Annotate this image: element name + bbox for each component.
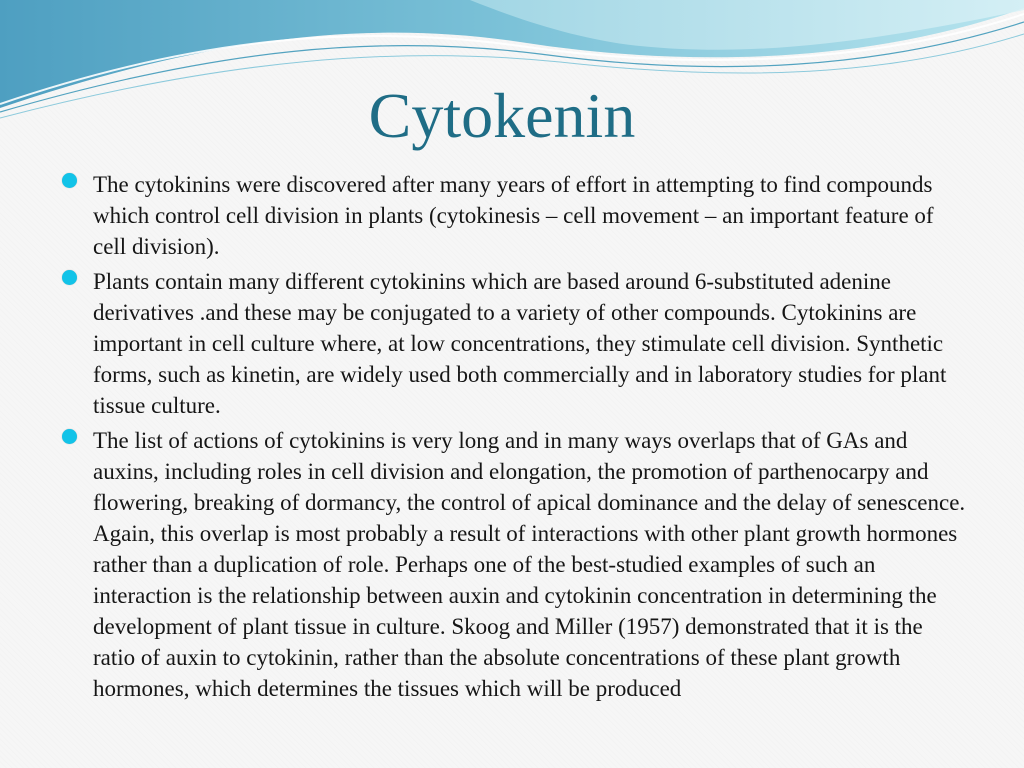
list-item	[60, 425, 970, 704]
bullet-text: Plants contain many different cytokinins which are based around 6-substituted adenine derivatives .and these may be conjugated to a variety of other compounds. Cytokinins are important in cell culture where, at low concentrations, they stimulate cell division. Synthetic forms, such as kinetin, are widely used both commercially and in laboratory studies for plant tissue culture.	[93, 269, 947, 418]
bullet-dot-icon	[62, 429, 77, 444]
list-item	[60, 169, 970, 262]
bullet-dot-icon	[62, 173, 77, 188]
bullet-text: The list of actions of cytokinins is very long and in many ways overlaps that of GAs and auxins, including roles in cell division and elongation, the promotion of parthenocarpy and flowering, breaking of dormancy, the control of apical dominance and the delay of senescence. Again, this overlap is most probably a result of interactions with other plant growth hormones rather than a duplication of role. Perhaps one of the best-studied examples of such an interaction is the relationship between auxin and cytokinin concentration in determining the development of plant tissue in culture. Skoog and Miller (1957) demonstrated that it is the ratio of auxin to cytokinin, rather than the absolute concentrations of these plant growth hormones, which determines the tissues which will be produced	[93, 428, 966, 701]
list-item	[60, 266, 970, 421]
bullet-list	[60, 169, 970, 708]
page-title: Cytokenin	[368, 80, 636, 151]
bullet-text: The cytokinins were discovered after many years of effort in attempting to find compounds which control cell division in plants (cytokinesis – cell movement – an important feature of cell division).	[93, 172, 934, 259]
bullet-dot-icon	[62, 270, 77, 285]
